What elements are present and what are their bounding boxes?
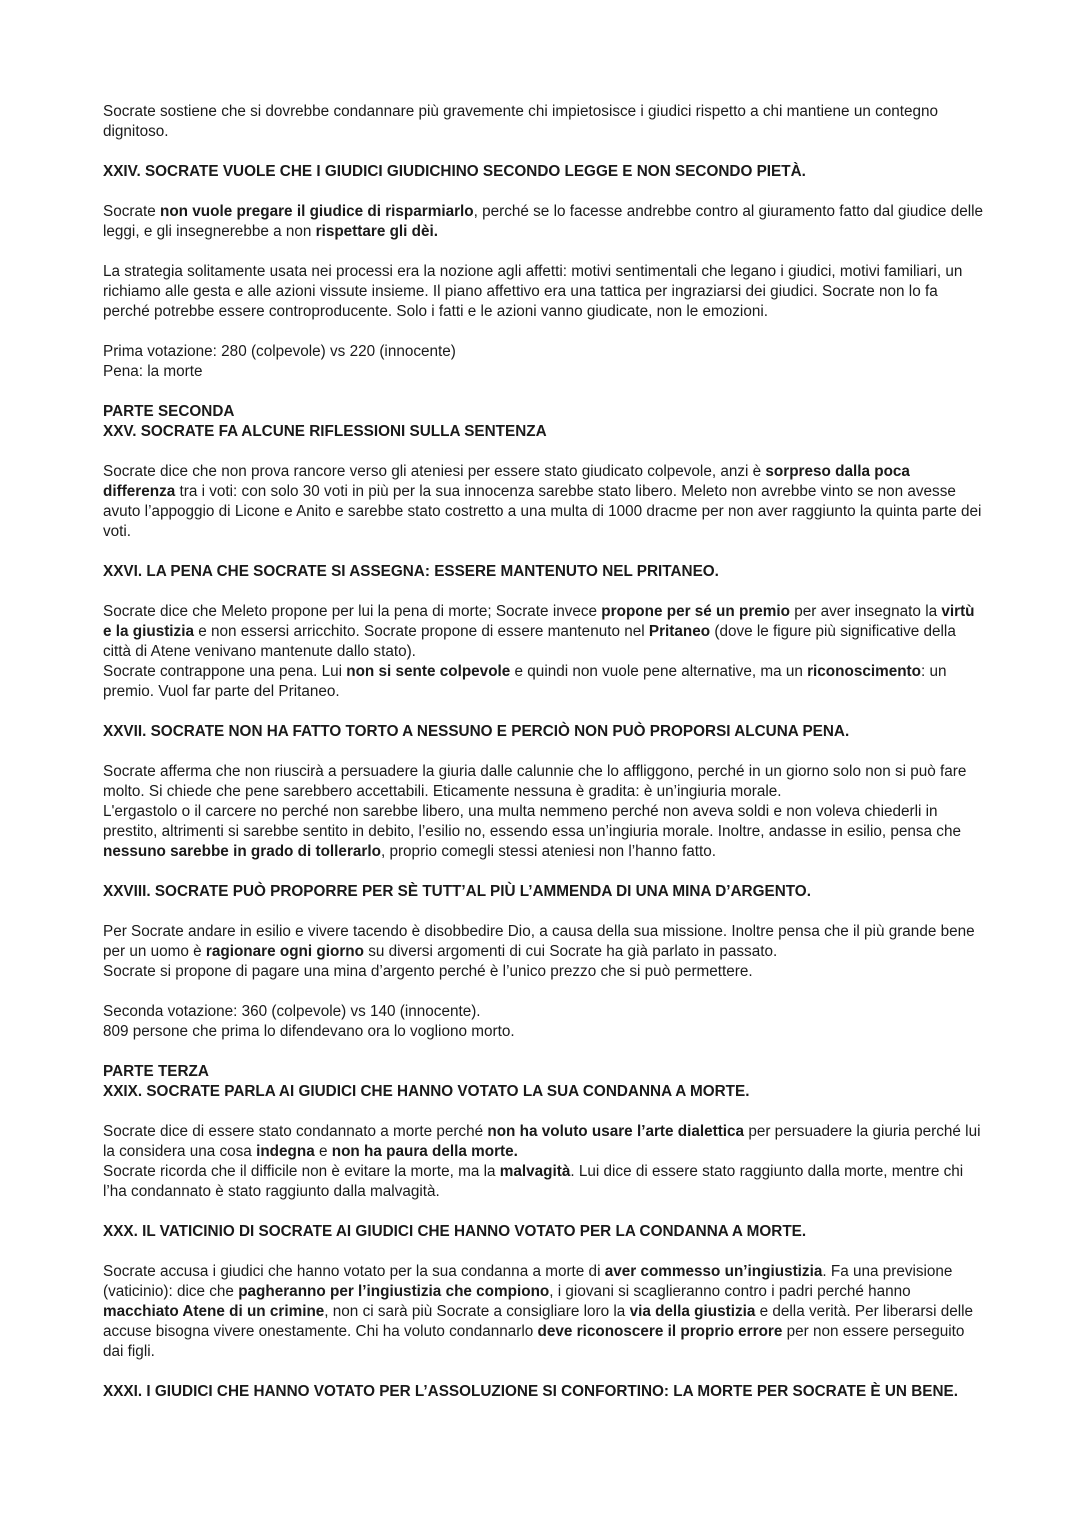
text-segment: , proprio comegli stessi ateniesi non l’hanno fatto. [380, 843, 716, 860]
vote-result [103, 342, 983, 382]
bold-text: propone per sé un premio [601, 603, 790, 620]
text-segment: : un premio. Vuol far parte del Pritaneo. [103, 663, 947, 700]
section-heading [103, 1222, 983, 1242]
paragraph [103, 262, 983, 322]
bold-text: via della giustizia [629, 1303, 756, 1320]
section-heading [103, 162, 983, 182]
text-segment: La strategia solitamente usata nei processi era la nozione agli affetti: motivi sentimentali che legano i giudici, motivi familiari, un richiamo alle gesta e alle azioni vissute insieme. Il piano affettivo era una tattica per ingraziarsi dei giudici. Socrate non lo fa perché potrebbe essere controproducente. Solo i fatti e le azioni vanno giudicate, non le emozioni. [103, 263, 963, 320]
vote-result [103, 1002, 983, 1042]
section-heading [103, 1062, 983, 1102]
bold-text: non ha paura della morte. [331, 1143, 518, 1160]
bold-text: non si sente colpevole [346, 663, 511, 680]
text-segment: e della verità. Per liberarsi delle accuse bisogna vivere onestamente. Chi ha voluto condannarlo [103, 1303, 974, 1340]
text-segment: Socrate dice che non prova rancore verso gli ateniesi per essere stato giudicato colpevole, anzi è [103, 463, 766, 480]
text-segment: , i giovani si scaglieranno contro i padri perché hanno [549, 1283, 911, 1300]
text-segment: Socrate accusa i giudici che hanno votato per la sua condanna a morte di [103, 1263, 605, 1280]
paragraph [103, 922, 983, 982]
heading-line: PARTE TERZA [103, 1063, 209, 1080]
text-segment: Socrate afferma che non riuscirà a persuadere la giuria dalle calunnie che lo affliggono, perché in un giorno solo non si può fare molto. Si chiede che pene sarebbero accettabili. Eticamente nessuna è gradita: è un’ingiuria morale. [103, 763, 967, 800]
text-line: 809 persone che prima lo difendevano ora lo vogliono morto. [103, 1023, 515, 1040]
heading-line: XXV. SOCRATE FA ALCUNE RIFLESSIONI SULLA SENTENZA [103, 423, 547, 440]
bold-text: indegna [256, 1143, 315, 1160]
heading-line: XXIX. SOCRATE PARLA AI GIUDICI CHE HANNO VOTATO LA SUA CONDANNA A MORTE. [103, 1083, 750, 1100]
text-segment: Socrate si propone di pagare una mina d’argento perché è l’unico prezzo che si può permettere. [103, 963, 753, 980]
text-line: Prima votazione: 280 (colpevole) vs 220 (innocente) [103, 343, 456, 360]
paragraph [103, 602, 983, 702]
text-segment: Socrate sostiene che si dovrebbe condannare più gravemente chi impietosisce i giudici rispetto a chi mantiene un contegno dignitoso. [103, 103, 939, 140]
bold-text: Pritaneo [648, 623, 711, 640]
text-segment: per aver insegnato la [789, 603, 942, 620]
bold-text: riconoscimento [807, 663, 921, 680]
paragraph [103, 1262, 983, 1362]
text-segment: , non ci sarà più Socrate a consigliare loro la [324, 1303, 630, 1320]
bold-text: sorpreso dalla poca differenza [103, 463, 910, 500]
heading-line: XXVI. LA PENA CHE SOCRATE SI ASSEGNA: ESSERE MANTENUTO NEL PRITANEO. [103, 563, 719, 580]
section-heading [103, 1382, 983, 1402]
heading-line: XXIV. SOCRATE VUOLE CHE I GIUDICI GIUDICHINO SECONDO LEGGE E NON SECONDO PIETÀ. [103, 163, 806, 180]
heading-line: XXVIII. SOCRATE PUÒ PROPORRE PER SÈ TUTT’AL PIÙ L’AMMENDA DI UNA MINA D’ARGENTO. [103, 883, 811, 900]
text-segment: e [314, 1143, 332, 1160]
bold-text: macchiato Atene di un crimine [103, 1303, 325, 1320]
text-segment: Socrate contrappone una pena. Lui [103, 663, 347, 680]
text-segment: . Fa una previsione (vaticinio): dice che [103, 1263, 953, 1300]
heading-line: XXX. IL VATICINIO DI SOCRATE AI GIUDICI CHE HANNO VOTATO PER LA CONDANNA A MORTE. [103, 1223, 807, 1240]
paragraph [103, 1122, 983, 1202]
section-heading [103, 402, 983, 442]
section-heading [103, 562, 983, 582]
text-segment: e quindi non vuole pene alternative, ma un [510, 663, 808, 680]
text-line: Pena: la morte [103, 363, 203, 380]
heading-line: XXXI. I GIUDICI CHE HANNO VOTATO PER L’ASSOLUZIONE SI CONFORTINO: LA MORTE PER SOCRATE È UN BENE. [103, 1383, 958, 1400]
text-segment: per non essere perseguito dai figli. [103, 1323, 965, 1360]
bold-text: malvagità [499, 1163, 571, 1180]
bold-text: aver commesso un’ingiustizia [604, 1263, 823, 1280]
heading-line: PARTE SECONDA [103, 403, 235, 420]
bold-text: pagheranno per l’ingiustizia che compiono [238, 1283, 550, 1300]
text-segment: Socrate [103, 203, 160, 220]
bold-text: non ha voluto usare l’arte dialettica [487, 1123, 745, 1140]
bold-text: non vuole pregare il giudice di risparmiarlo [159, 203, 474, 220]
bold-text: deve riconoscere il proprio errore [537, 1323, 783, 1340]
text-segment: Socrate dice di essere stato condannato a morte perché [103, 1123, 488, 1140]
text-segment: L'ergastolo o il carcere no perché non sarebbe libero, una multa nemmeno perché non aveva soldi e non voleva chiederli in prestito, altrimenti si sarebbe sentito in debito, l’esilio no, essendo essa un’ingiuria morale. Inoltre, andasse in esilio, pensa che [103, 803, 961, 840]
section-heading [103, 882, 983, 902]
text-segment: Socrate dice che Meleto propone per lui la pena di morte; Socrate invece [103, 603, 602, 620]
text-segment: Socrate ricorda che il difficile non è evitare la morte, ma la [103, 1163, 500, 1180]
text-segment: e non essersi arricchito. Socrate propone di essere mantenuto nel [193, 623, 649, 640]
text-line: Seconda votazione: 360 (colpevole) vs 140 (innocente). [103, 1003, 481, 1020]
document-page [103, 102, 983, 1422]
bold-text: rispettare gli dèi. [315, 223, 439, 240]
paragraph [103, 462, 983, 542]
paragraph [103, 202, 983, 242]
paragraph [103, 762, 983, 862]
text-segment: Per Socrate andare in esilio e vivere tacendo è disobbedire Dio, a causa della sua missione. Inoltre pensa che il più grande bene per un uomo è [103, 923, 975, 960]
heading-line: XXVII. SOCRATE NON HA FATTO TORTO A NESSUNO E PERCIÒ NON PUÒ PROPORSI ALCUNA PENA. [103, 723, 850, 740]
bold-text: virtù e la giustizia [103, 603, 975, 640]
paragraph [103, 102, 983, 142]
bold-text: nessuno sarebbe in grado di tollerarlo [103, 843, 381, 860]
text-segment: . Lui dice di essere stato raggiunto dalla morte, mentre chi l’ha condannato è stato raggiunto dalla malvagità. [103, 1163, 964, 1200]
text-segment: , perché se lo facesse andrebbe contro al giuramento fatto dal giudice delle leggi, e gli insegnerebbe a non [103, 203, 984, 240]
text-segment: tra i voti: con solo 30 voti in più per la sua innocenza sarebbe stato libero. Meleto non avrebbe vinto se non avesse avuto l’appoggio di Licone e Anito e sarebbe stato costretto a una multa di 1000 dracme per non aver raggiunto la quinta parte dei voti. [103, 483, 982, 540]
bold-text: ragionare ogni giorno [205, 943, 364, 960]
text-segment: (dove le figure più significative della città di Atene venivano mantenute dallo stato). [103, 623, 956, 660]
section-heading [103, 722, 983, 742]
text-segment: per persuadere la giuria perché lui la considera una cosa [103, 1123, 981, 1160]
text-segment: su diversi argomenti di cui Socrate ha già parlato in passato. [363, 943, 778, 960]
